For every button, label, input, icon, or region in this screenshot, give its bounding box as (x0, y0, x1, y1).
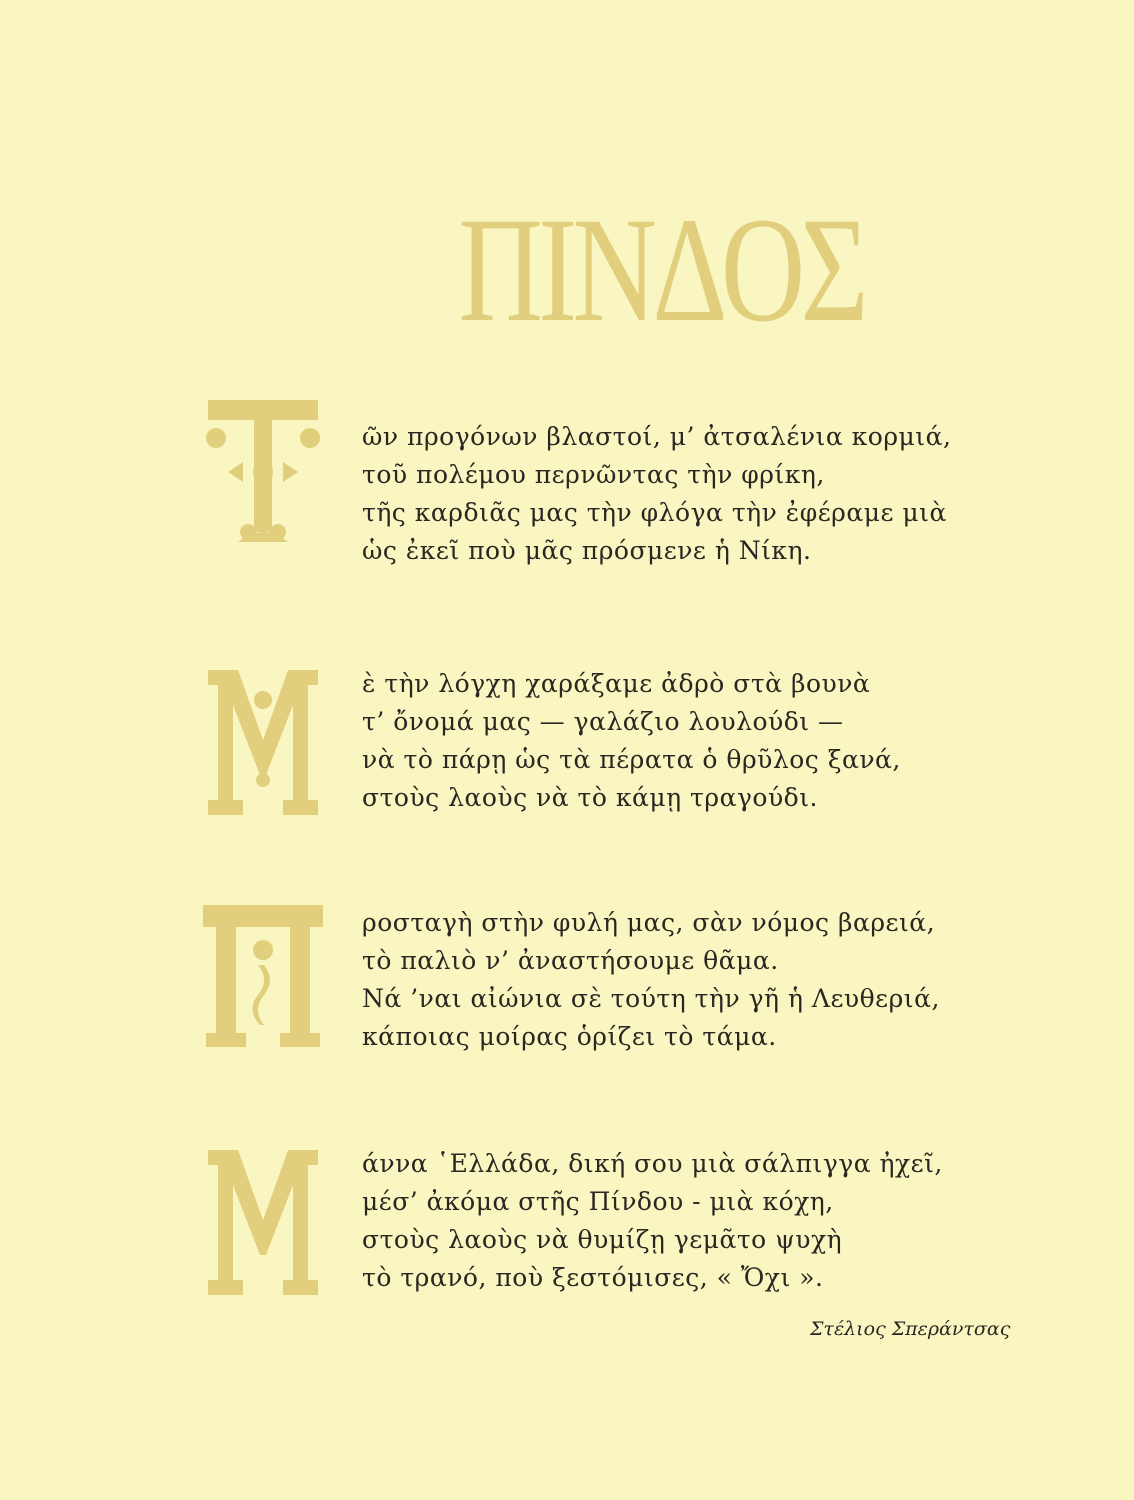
stanza-line: ὲ τὴν λόγχη χαράξαμε ἀδρὸ στὰ βουνὰ (362, 669, 871, 698)
stanza-line: ροσταγὴ στὴν φυλή μας, σὰν νόμος βαρειά, (362, 908, 936, 937)
stanza-line: μέσ’ ἀκόμα στῆς Πίνδου - μιὰ κόχη, (362, 1187, 834, 1216)
ornamental-initial-mu (198, 660, 328, 820)
stanza-2 (362, 665, 901, 817)
initial-mu-icon (198, 1140, 328, 1300)
stanza-line: τὸ παλιὸ ν’ ἀναστήσουμε θᾶμα. (362, 946, 779, 975)
ornamental-initial-mu-2 (198, 1140, 328, 1300)
stanza-line: στοὺς λαοὺς νὰ τὸ κάμῃ τραγούδι. (362, 783, 818, 812)
stanza-line: άννα ῾Ελλάδα, δική σου μιὰ σάλπιγγα ἠχεῖ, (362, 1149, 943, 1178)
ornamental-initial-pi (198, 895, 328, 1055)
stanza-line: τῆς καρδιᾶς μας τὴν φλόγα τὴν ἐφέραμε μιὰ (362, 498, 947, 527)
stanza-line: Νά ’ναι αἰώνια σὲ τούτη τὴν γῆ ἡ Λευθεριά, (362, 984, 940, 1013)
stanza-line: τ’ ὄνομά μας — γαλάζιο λουλούδι — (362, 707, 844, 736)
initial-mu-icon (198, 660, 328, 820)
initial-pi-icon (198, 895, 328, 1055)
stanza-1 (362, 418, 951, 570)
stanza-line: νὰ τὸ πάρῃ ὡς τὰ πέρατα ὁ θρῦλος ξανά, (362, 745, 901, 774)
stanza-line: τοῦ πολέμου περνῶντας τὴν φρίκη, (362, 460, 825, 489)
ornamental-initial-tau (198, 392, 328, 552)
stanza-line: ῶν προγόνων βλαστοί, μ’ ἀτσαλένια κορμιά, (362, 422, 952, 451)
stanza-4 (362, 1145, 943, 1297)
initial-tau-icon (198, 392, 328, 552)
stanza-line: κάποιας μοίρας ὁρίζει τὸ τάμα. (362, 1022, 777, 1051)
poem-title: ΠΙΝΔΟΣ (458, 187, 864, 353)
author-signature: Στέλιος Σπεράντσας (810, 1318, 1011, 1340)
stanza-line: στοὺς λαοὺς νὰ θυμίζῃ γεμᾶτο ψυχὴ (362, 1225, 843, 1254)
stanza-line: ὡς ἐκεῖ ποὺ μᾶς πρόσμενε ἡ Νίκη. (362, 536, 812, 565)
stanza-line: τὸ τρανό, ποὺ ξεστόμισες, « Ὄχι ». (362, 1263, 824, 1292)
show-through-text (200, 100, 207, 126)
stanza-3 (362, 904, 940, 1056)
